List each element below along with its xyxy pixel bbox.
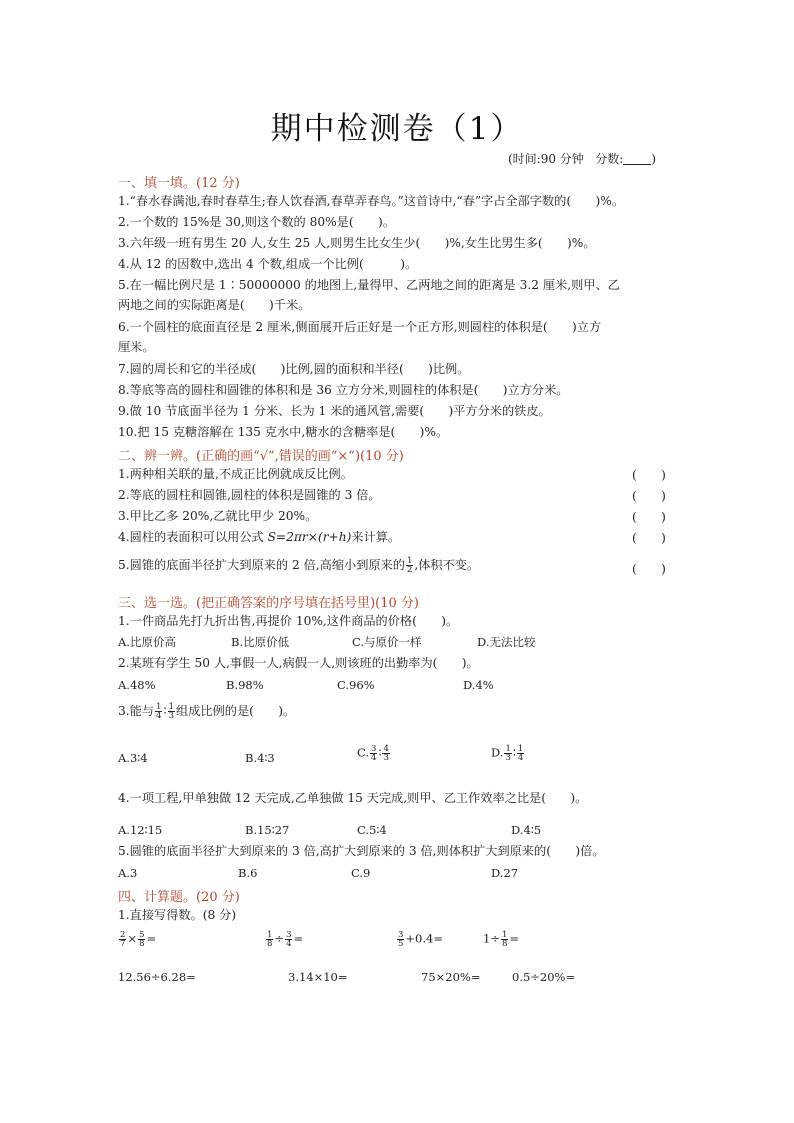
judge-q4-text: 4.圆柱的表面积可以用公式 (118, 530, 268, 544)
choose-q1-option-d[interactable]: D.无法比较 (477, 635, 536, 649)
operator: 1÷ (483, 931, 500, 946)
ratio-colon: ∶ (512, 745, 516, 760)
frac-denominator: 8 (139, 939, 145, 949)
exam-meta (508, 150, 656, 167)
choose-q5-option-c[interactable]: C.9 (351, 866, 371, 880)
fill-q1: 1.“春水春满池,春时春草生;春人饮春酒,春草弄春鸟。”这首诗中,“春”字占全部字数的( )%。 (118, 194, 625, 208)
frac-denominator: 8 (267, 939, 273, 949)
frac-denominator: 4 (371, 753, 377, 763)
fraction (370, 745, 377, 762)
judge-q2-answer[interactable]: ( ) (632, 489, 666, 503)
calc-r1-item4 (483, 931, 519, 948)
fill-q5-line1: 5.在一幅比例尺是 1∶50000000 的地图上,量得甲、乙两地之间的距离是 3.2 厘米,则甲、乙 (118, 278, 620, 292)
fill-q2: 2.一个数的 15%是 30,则这个数的 80%是( )。 (118, 215, 395, 229)
judge-q4 (118, 529, 400, 545)
calc-r1-item1 (118, 931, 156, 948)
frac-numerator: 1 (501, 930, 508, 940)
frac-numerator: 1 (156, 702, 162, 712)
option-letter: C. (357, 745, 370, 760)
meta-close: ) (651, 152, 656, 166)
judge-q5-suffix: ,体积不变。 (414, 558, 480, 572)
frac-numerator: 1 (505, 744, 511, 754)
section-judge-heading: 二、辨一辨。(正确的画“√”,错误的画“×”)(10 分) (118, 449, 404, 464)
choose-q1-option-b[interactable]: B.比原价低 (231, 635, 290, 649)
choose-q1-option-c[interactable]: C.与原价一样 (352, 635, 422, 649)
fraction (501, 931, 508, 948)
choose-q3-option-d[interactable] (491, 745, 525, 762)
fill-q5-line2: 两地之间的实际距离是( )千米。 (118, 298, 311, 312)
choose-q2-option-d[interactable]: D.4% (463, 678, 494, 692)
choose-q1: 1.一件商品先打九折出售,再提价 10%,这件商品的价格( )。 (118, 614, 459, 628)
operator: × (127, 931, 138, 946)
choose-q3-text: 3.能与 (118, 704, 155, 718)
surface-area-formula: S=2πr×(r+h) (267, 530, 352, 544)
choose-q5-option-d[interactable]: D.27 (491, 866, 519, 880)
fill-q8: 8.等底等高的圆柱和圆锥的体积和是 36 立方分米,则圆柱的体积是( )立方分米。 (118, 383, 569, 397)
fraction-one-half (406, 557, 413, 574)
score-label: 分数: (595, 152, 624, 166)
frac-numerator: 5 (139, 930, 145, 940)
fill-q9: 9.做 10 节底面半径为 1 分米、长为 1 米的通风管,需要( )平方分米的铁皮。 (118, 404, 551, 418)
section-choose-heading: 三、选一选。(把正确答案的序号填在括号里)(10 分) (118, 596, 419, 611)
choose-q5-option-b[interactable]: B.6 (238, 866, 258, 880)
calc-r1-item2 (265, 931, 303, 948)
calc-r2-item3: 75×20%= (421, 970, 481, 984)
frac-numerator: 4 (383, 744, 389, 754)
operator: +0.4= (405, 931, 443, 946)
fraction (285, 931, 292, 948)
frac-numerator: 3 (286, 930, 292, 940)
judge-q5-answer[interactable]: ( ) (632, 562, 666, 576)
frac-numerator: 3 (398, 930, 404, 940)
judge-q3-answer[interactable]: ( ) (632, 510, 666, 524)
section-fill-heading: 一、填一填。(12 分) (118, 176, 240, 191)
frac-numerator: 1 (267, 930, 273, 940)
time-limit: (时间:90 分钟 (508, 152, 584, 166)
fraction-one-third (168, 703, 175, 720)
frac-numerator: 1 (517, 744, 524, 754)
equals: = (146, 931, 157, 946)
judge-q1: 1.两种相关联的量,不成正比例就成反比例。 (118, 467, 353, 481)
frac-denominator: 4 (156, 711, 162, 721)
fill-q6-line2: 厘米。 (118, 340, 155, 354)
fraction-one-quarter (155, 703, 162, 720)
fraction (397, 931, 404, 948)
choose-q4-option-d[interactable]: D.4∶5 (511, 823, 542, 837)
judge-q2: 2.等底的圆柱和圆锥,圆柱的体积是圆锥的 3 倍。 (118, 488, 381, 502)
choose-q5-option-a[interactable]: A.3 (118, 866, 138, 880)
frac-denominator: 3 (505, 753, 511, 763)
calc-r1-item3 (396, 931, 443, 948)
fraction (119, 931, 126, 948)
fill-q7: 7.圆的周长和它的半径成( )比例,圆的面积和半径( )比例。 (118, 362, 470, 376)
judge-q4-suffix: 来计算。 (351, 530, 401, 544)
page-title: 期中检测卷（1） (270, 111, 524, 147)
judge-q5 (118, 557, 479, 574)
choose-q2-option-a[interactable]: A.48% (118, 678, 156, 692)
choose-q3-option-a[interactable]: A.3∶4 (118, 751, 148, 765)
frac-denominator: 4 (517, 753, 524, 763)
equals: = (509, 931, 520, 946)
choose-q4-option-a[interactable]: A.12∶15 (118, 823, 163, 837)
judge-q3: 3.甲比乙多 20%,乙就比甲少 20%。 (118, 509, 318, 523)
ratio-colon: ∶ (163, 704, 167, 718)
score-blank[interactable] (623, 154, 651, 165)
operator: ÷ (274, 931, 285, 946)
frac-denominator: 7 (120, 939, 126, 949)
option-letter: D. (491, 745, 504, 760)
choose-q2-option-c[interactable]: C.96% (337, 678, 375, 692)
frac-numerator: 2 (120, 930, 126, 940)
frac-numerator: 3 (371, 744, 377, 754)
fraction (504, 745, 511, 762)
choose-q3-option-c[interactable] (357, 745, 391, 762)
frac-denominator: 5 (398, 939, 404, 949)
choose-q2: 2.某班有学生 50 人,事假一人,病假一人,则该班的出勤率为( )。 (118, 656, 479, 670)
choose-q4-option-c[interactable]: C.5∶4 (357, 823, 387, 837)
fraction (382, 745, 389, 762)
frac-denominator: 3 (383, 753, 389, 763)
choose-q3 (118, 703, 295, 720)
frac-numerator: 1 (406, 556, 413, 566)
judge-q1-answer[interactable]: ( ) (632, 468, 666, 482)
calc-r2-item1: 12.56÷6.28= (118, 970, 196, 984)
calc-r2-item4: 0.5÷20%= (512, 970, 576, 984)
choose-q2-option-b[interactable]: B.98% (226, 678, 264, 692)
choose-q3-suffix: 组成比例的是( )。 (176, 704, 296, 718)
frac-denominator: 2 (406, 565, 413, 575)
fill-q6-line1: 6.一个圆柱的底面直径是 2 厘米,侧面展开后正好是一个正方形,则圆柱的体积是( )立方 (118, 320, 602, 334)
fill-q3: 3.六年级一班有男生 20 人,女生 25 人,则男生比女生少( )%,女生比男生多( )%。 (118, 236, 596, 250)
calc-sub-heading: 1.直接写得数。(8 分) (118, 908, 237, 922)
frac-denominator: 3 (168, 711, 175, 721)
fraction (517, 745, 524, 762)
frac-denominator: 4 (286, 939, 292, 949)
judge-q5-text: 5.圆锥的底面半径扩大到原来的 2 倍,高缩小到原来的 (118, 558, 405, 572)
choose-q1-option-a[interactable]: A.比原价高 (118, 635, 176, 649)
section-calc-heading: 四、计算题。(20 分) (118, 890, 240, 905)
equals: = (293, 931, 304, 946)
choose-q4-option-b[interactable]: B.15∶27 (245, 823, 290, 837)
calc-r2-item2: 3.14×10= (288, 970, 348, 984)
fraction (138, 931, 145, 948)
fill-q4: 4.从 12 的因数中,选出 4 个数,组成一个比例( )。 (118, 257, 418, 271)
frac-denominator: 8 (501, 939, 508, 949)
judge-q4-answer[interactable]: ( ) (632, 531, 666, 545)
frac-numerator: 1 (168, 702, 175, 712)
choose-q3-option-b[interactable]: B.4∶3 (245, 751, 275, 765)
choose-q4: 4.一项工程,甲单独做 12 天完成,乙单独做 15 天完成,则甲、乙工作效率之比是( )。 (118, 791, 588, 805)
ratio-colon: ∶ (378, 745, 382, 760)
fill-q10: 10.把 15 克糖溶解在 135 克水中,糖水的含糖率是( )%。 (118, 425, 449, 439)
fraction (266, 931, 273, 948)
choose-q5: 5.圆锥的底面半径扩大到原来的 3 倍,高扩大到原来的 3 倍,则体积扩大到原来的( )倍。 (118, 844, 605, 858)
